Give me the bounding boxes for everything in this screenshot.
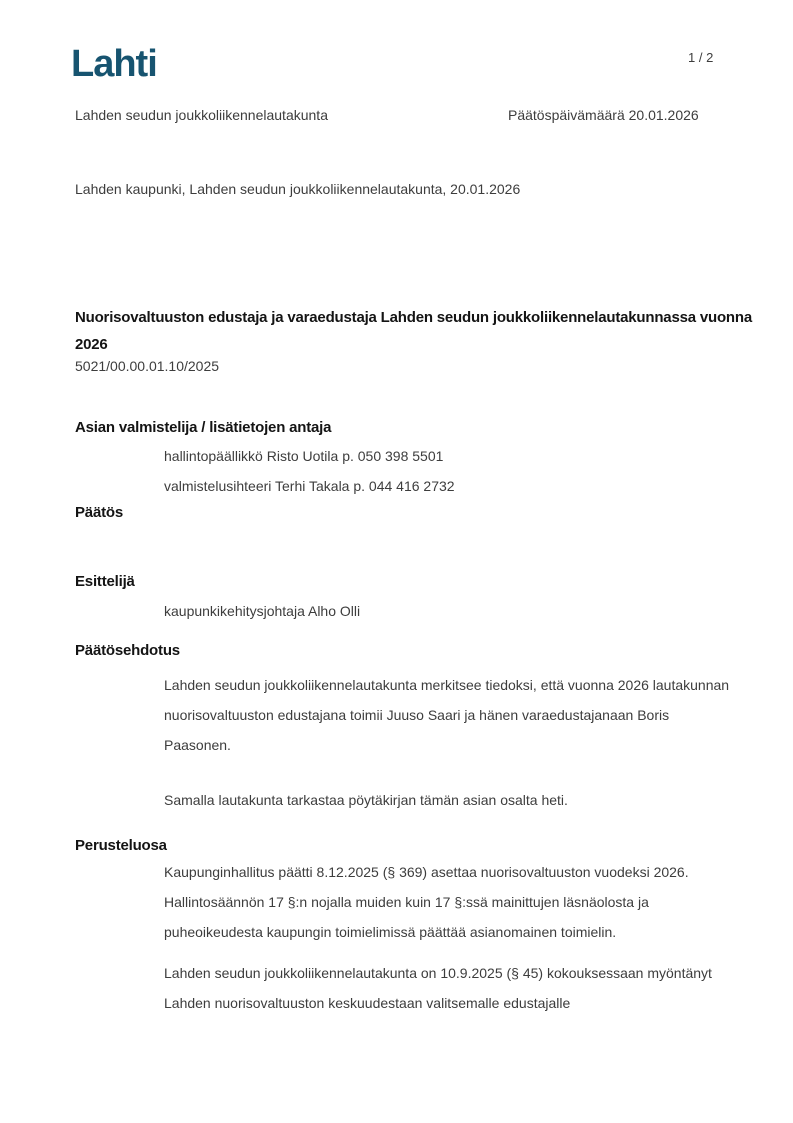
preparer-contact-2: valmistelusihteeri Terhi Takala p. 044 416 2732	[164, 478, 455, 494]
section-heading-decision: Päätös	[75, 504, 123, 521]
section-heading-presenter: Esittelijä	[75, 573, 135, 590]
document-title: Nuorisovaltuuston edustaja ja varaedustaja Lahden seudun joukkoliikennelautakunnassa vuonna 2026	[75, 309, 752, 353]
committee-name: Lahden seudun joukkoliikennelautakunta	[75, 107, 328, 123]
org-date-line: Lahden kaupunki, Lahden seudun joukkoliikennelautakunta, 20.01.2026	[75, 181, 521, 197]
rationale-paragraph-1: Kaupunginhallitus päätti 8.12.2025 (§ 369) asettaa nuorisovaltuuston vuodeksi 2026. Hallintosäännön 17 §:n nojalla muiden kuin 17 §:ssä mainittujen läsnäolosta ja puheoikeudesta kaupungin toimielimissä päättää asianomainen toimielin.	[164, 864, 689, 940]
page-number: 1 / 2	[688, 50, 714, 65]
decision-date: Päätöspäivämäärä 20.01.2026	[508, 107, 699, 123]
section-heading-rationale: Perusteluosa	[75, 837, 167, 854]
rationale-paragraph-2: Lahden seudun joukkoliikennelautakunta on 10.9.2025 (§ 45) kokouksessaan myöntänyt Lahden nuorisovaltuuston keskuudestaan valitsemalle edustajalle	[164, 965, 712, 1011]
presenter-name: kaupunkikehitysjohtaja Alho Olli	[164, 603, 361, 619]
case-number: 5021/00.00.01.10/2025	[75, 358, 220, 374]
preparer-contact-1: hallintopäällikkö Risto Uotila p. 050 398 5501	[164, 448, 444, 464]
lahti-logo: Lahti	[71, 43, 157, 85]
proposal-paragraph-1: Lahden seudun joukkoliikennelautakunta merkitsee tiedoksi, että vuonna 2026 lautakunnan nuorisovaltuuston edustajana toimii Juuso Saari ja hänen varaedustajanaan Boris Paasonen.	[164, 677, 730, 753]
section-heading-proposal: Päätösehdotus	[75, 642, 180, 659]
proposal-paragraph-2: Samalla lautakunta tarkastaa pöytäkirjan tämän asian osalta heti.	[164, 792, 568, 808]
section-heading-preparer: Asian valmistelija / lisätietojen antaja	[75, 419, 332, 436]
